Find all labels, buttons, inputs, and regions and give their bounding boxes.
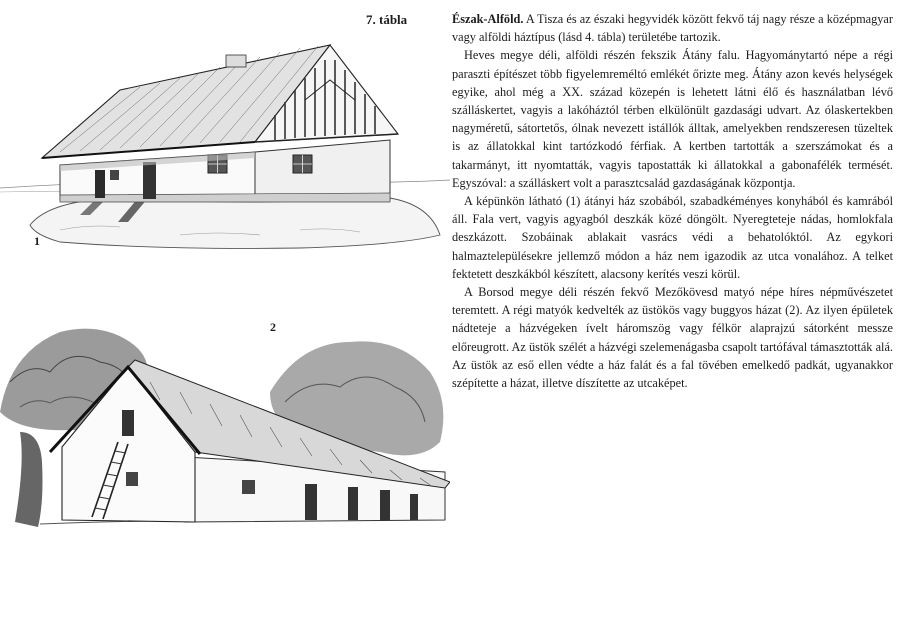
paragraph-1	[452, 10, 893, 46]
paragraph-1-text: A Tisza és az északi hegyvidék között fekvő táj nagy része a középmagyar vagy alföldi háztípus (lásd 4. tábla) területébe tartozik.	[452, 12, 893, 45]
paragraph-3: A képünkön látható (1) átányi ház szobából, szabadkéményes konyhából és kamrából áll. Fala vert, vagyis agyagból deszkák közé döngölt. Nyeregteteje nádas, homlokfala deszkázott. Szobáinak ablakait vasrács védi a behatolóktól. Az egykori halmaztelepülésekre jellemző módon a ház nem igazodik az utca vonalához. A telket fektetett deszkákból készített, alacsony kerítés veszi körül.	[452, 194, 893, 281]
illustration-house-2	[0, 312, 450, 542]
illustration-house-1	[0, 30, 450, 260]
figure-number-2: 2	[270, 320, 276, 334]
paragraph-2: Heves megye déli, alföldi részén fekszik Átány falu. Hagyománytartó népe a régi paraszti építészet több figyelemreméltó emlékét őrizte meg. Átány azon kevés helységek egyike, ahol még a XX. század közepén is lehetett látni élő és használatban lévő szálláskertet, vagyis a lakóháztól térben elkülönült gazdasági udvart. Az ólaskertekben nagyméretű, sátortetős, ólnak nevezett istállók álltak, amelyekben rendszeresen tüzeltek is az állatokkal kint tartózkodó férfiak. A kertben tartották a szerszámokat és a takarmányt, itt nyomtatták, vagyis tapostatták ki állatokkal a gabonafélék termését. Egyszóval: a szálláskert volt a parasztcsalád gazdaságának központja.	[452, 48, 893, 190]
plate-label: 7. tábla	[366, 12, 408, 27]
article-text	[452, 10, 893, 392]
figure-number-1: 1	[34, 234, 40, 248]
paragraph-4: A Borsod megye déli részén fekvő Mezőkövesd matyó népe híres népművészetet teremtett. A régi matyók kedvelték az üstökös vagy buggyos házat (2). Az ilyen épületek nádteteje a házvégeken ívelt háromszög vagy félkör alaprajzú sátorként messze előreugrott. Az üstök szélét a házvégi szelemenágasba csapolt tartófával támasztották alá. Az üstök az eső ellen védte a ház falát és a fal tövében emelkedő padkát, ugyanakkor szépítette a házat, illetve díszítette az utcaképet.	[452, 285, 893, 391]
section-heading: Észak-Alföld.	[452, 12, 524, 26]
